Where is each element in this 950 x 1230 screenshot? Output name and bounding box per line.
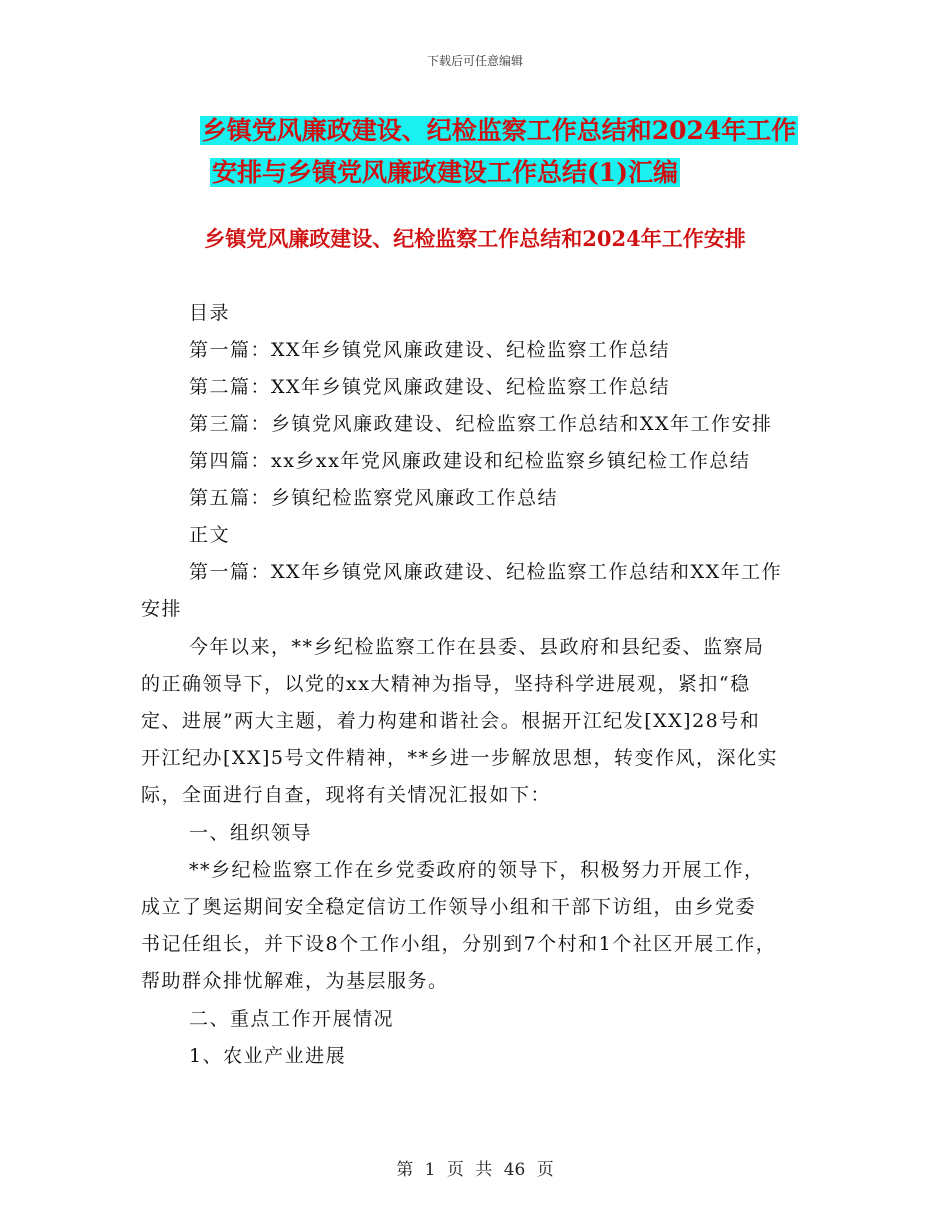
section-heading: 一、组织领导 xyxy=(189,822,313,844)
body-heading: 正文 xyxy=(189,524,231,546)
paragraph-line: 今年以来，**乡纪检监察工作在县委、县政府和县纪委、监察局 xyxy=(189,636,765,658)
section-title: 乡镇党风廉政建设、纪检监察工作总结和2024年工作安排 xyxy=(204,226,746,251)
toc-item-5: 第五篇：乡镇纪检监察党风廉政工作总结 xyxy=(189,487,559,509)
toc-item-2: 第二篇：XX年乡镇党风廉政建设、纪检监察工作总结 xyxy=(189,376,671,398)
paragraph-line: 际，全面进行自查，现将有关情况汇报如下： xyxy=(141,784,552,806)
toc-item-1: 第一篇：XX年乡镇党风廉政建设、纪检监察工作总结 xyxy=(189,339,671,361)
paragraph-line: 安排 xyxy=(141,598,183,620)
paragraph-line: 第一篇：XX年乡镇党风廉政建设、纪检监察工作总结和XX年工作 xyxy=(189,561,783,583)
paragraph-line: 帮助群众排忧解难，为基层服务。 xyxy=(141,970,449,992)
toc-item-3: 第三篇：乡镇党风廉政建设、纪检监察工作总结和XX年工作安排 xyxy=(189,413,773,435)
paragraph-line: 成立了奥运期间安全稳定信访工作领导小组和干部下访组，由乡党委 xyxy=(141,896,757,918)
paragraph-line: 的正确领导下，以党的xx大精神为指导，坚持科学进展观，紧扣“稳 xyxy=(141,673,751,695)
toc-heading: 目录 xyxy=(189,302,231,324)
document-title-line-1: 乡镇党风廉政建设、纪检监察工作总结和2024年工作 xyxy=(201,116,797,145)
paragraph-line: **乡纪检监察工作在乡党委政府的领导下，积极努力开展工作， xyxy=(189,859,765,881)
header-note: 下载后可任意编辑 xyxy=(426,54,523,68)
paragraph-line: 定、进展”两大主题，着力构建和谐社会。根据开江纪发[XX]28号和 xyxy=(141,710,761,732)
page-footer: 第 1 页 共 46 页 xyxy=(396,1160,554,1180)
subsection-heading: 1、农业产业进展 xyxy=(189,1045,347,1067)
document-title-line-2: 安排与乡镇党风廉政建设工作总结(1)汇编 xyxy=(211,158,679,187)
section-heading: 二、重点工作开展情况 xyxy=(189,1008,395,1030)
toc-item-4: 第四篇：xx乡xx年党风廉政建设和纪检监察乡镇纪检工作总结 xyxy=(189,450,751,472)
paragraph-line: 书记任组长，并下设8个工作小组，分别到7个村和1个社区开展工作， xyxy=(141,933,777,955)
paragraph-line: 开江纪办[XX]5号文件精神，**乡进一步解放思想，转变作风，深化实 xyxy=(141,747,778,769)
